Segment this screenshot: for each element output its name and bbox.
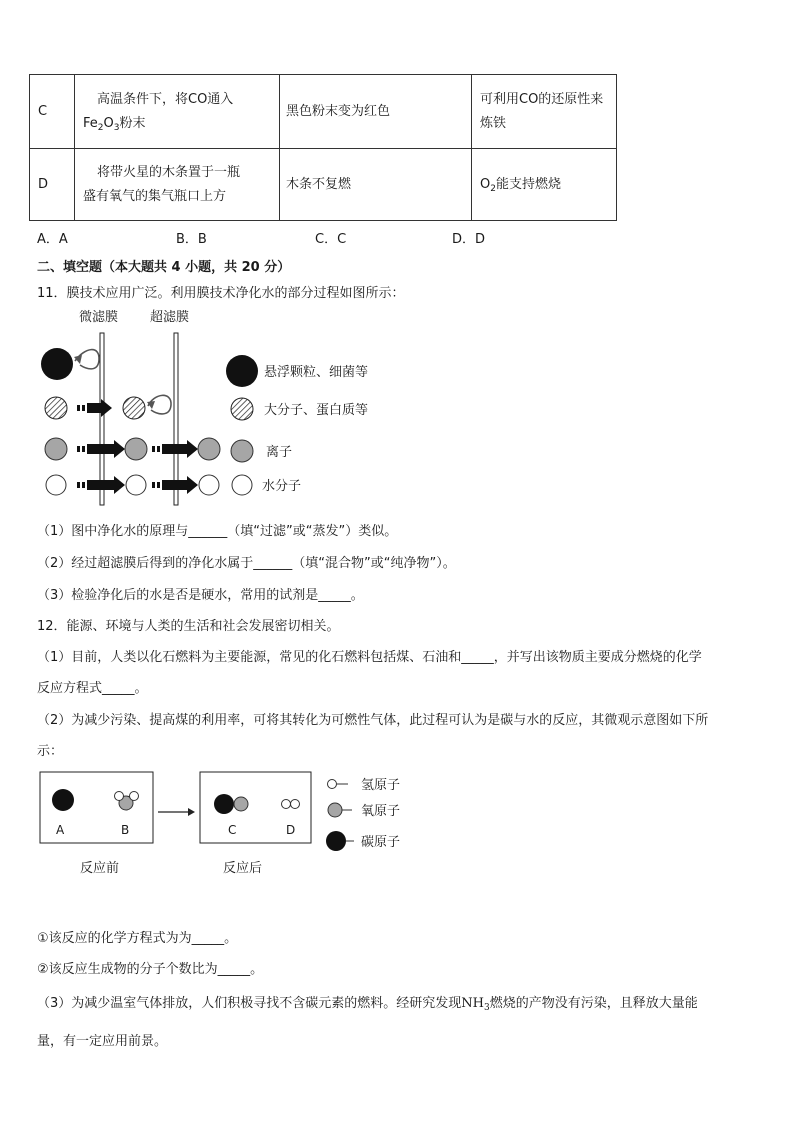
legend-carbon: 碳原子 <box>361 835 401 850</box>
oxygen-atom <box>234 797 248 811</box>
carbon-atom <box>52 789 74 811</box>
legend-carbon-icon <box>326 831 346 851</box>
operation-cell: 将带火星的木条置于一瓶 盛有氧气的集气瓶口上方 <box>75 149 280 221</box>
hydrogen-atom <box>130 792 139 801</box>
operation-cell: 高温条件下，将CO通入 $Fe_2O_3$粉末 <box>75 75 280 149</box>
reaction-micro-diagram <box>30 765 430 880</box>
membrane-diagram <box>30 305 410 510</box>
pass-arrow <box>187 440 198 458</box>
macromolecule <box>123 397 145 419</box>
carbon-atom <box>214 794 234 814</box>
before-label: 反应前 <box>80 861 120 876</box>
ion <box>198 438 220 460</box>
choice-d: D．D <box>452 232 486 247</box>
legend-oxygen: 氧原子 <box>361 804 401 819</box>
section-title: 二、填空题（本大题共 4 小题，共 20 分） <box>37 260 291 275</box>
q11-stem: 11．膜技术应用广泛。利用膜技术净化水的部分过程如图所示： <box>37 286 405 301</box>
legend-ion-icon <box>231 440 253 462</box>
label-c: C <box>228 823 237 837</box>
legend-hydrogen-icon <box>328 780 337 789</box>
phenomenon-cell: 黑色粉末变为红色 <box>280 75 472 149</box>
choice-c: C．C <box>315 232 347 247</box>
label-d: D <box>286 823 296 837</box>
row-label: D <box>30 149 75 221</box>
ion <box>45 438 67 460</box>
choice-a: A．A <box>37 232 68 247</box>
q12-part1-line1: （1）目前，人类以化石燃料为主要能源，常见的化石燃料包括煤、石油和_____，并写出该物质主要成分燃烧的化学 <box>37 650 702 665</box>
q11-part1: （1）图中净化水的原理与______（填“过滤”或“蒸发”）类似。 <box>37 524 398 539</box>
water-molecule <box>46 475 66 495</box>
label-b: B <box>121 823 130 837</box>
table-row <box>30 75 617 149</box>
macromolecule <box>45 397 67 419</box>
legend-suspended: 悬浮颗粒、细菌等 <box>264 365 369 380</box>
legend-oxygen-icon <box>328 803 342 817</box>
q12-part1-line2: 反应方程式_____。 <box>37 681 148 696</box>
q12-sub1: ①该反应的化学方程式为为_____。 <box>37 931 238 946</box>
q12-sub2: ②该反应生成物的分子个数比为_____。 <box>37 962 264 977</box>
after-label: 反应后 <box>223 861 263 876</box>
row-label: C <box>30 75 75 149</box>
q12-part3-line1: （3）为减少温室气体排放，人们积极寻找不含碳元素的燃料。经研究发现$NH_3$燃烧的产物没有污染，且释放大量能 <box>37 996 698 1013</box>
hydrogen-atom <box>291 800 300 809</box>
q12-part2-line1: （2）为减少污染、提高煤的利用率，可将其转化为可燃性气体，此过程可认为是碳与水的反应，其微观示意图如下所 <box>37 713 709 728</box>
pass-arrow <box>114 476 125 494</box>
ion <box>125 438 147 460</box>
table-row <box>30 149 617 221</box>
legend-suspended-icon <box>226 355 258 387</box>
pass-arrow <box>187 476 198 494</box>
legend-ion: 离子 <box>266 445 293 460</box>
phenomenon-cell: 木条不复燃 <box>280 149 472 221</box>
q12-stem: 12．能源、环境与人类的生活和社会发展密切相关。 <box>37 619 340 634</box>
choice-b: B．B <box>176 232 207 247</box>
conclusion-cell: 可利用CO的还原性来炼铁 <box>472 75 617 149</box>
conclusion-cell: $O_2$能支持燃烧 <box>472 149 617 221</box>
legend-water: 水分子 <box>262 479 302 494</box>
microfiltration-membrane <box>100 333 104 505</box>
water-molecule <box>199 475 219 495</box>
options-table <box>29 74 617 221</box>
legend-macromolecule-icon <box>231 398 253 420</box>
membrane-label-micro: 微滤膜 <box>79 310 119 325</box>
ultrafiltration-membrane <box>174 333 178 505</box>
water-molecule <box>126 475 146 495</box>
label-a: A <box>56 823 65 837</box>
suspended-particle <box>41 348 73 380</box>
q12-part2-line2: 示： <box>37 744 64 759</box>
pass-arrow <box>101 399 112 417</box>
hydrogen-atom <box>282 800 291 809</box>
membrane-label-ultra: 超滤膜 <box>150 310 190 325</box>
legend-macromolecule: 大分子、蛋白质等 <box>264 403 369 418</box>
q11-part2: （2）经过超滤膜后得到的净化水属于______（填“混合物”或“纯净物”）。 <box>37 556 456 571</box>
legend-water-icon <box>232 475 252 495</box>
legend-hydrogen: 氢原子 <box>361 778 401 793</box>
pass-arrow <box>114 440 125 458</box>
hydrogen-atom <box>115 792 124 801</box>
q12-part3-line2: 量，有一定应用前景。 <box>37 1034 168 1049</box>
q11-part3: （3）检验净化后的水是否是硬水，常用的试剂是_____。 <box>37 588 364 603</box>
